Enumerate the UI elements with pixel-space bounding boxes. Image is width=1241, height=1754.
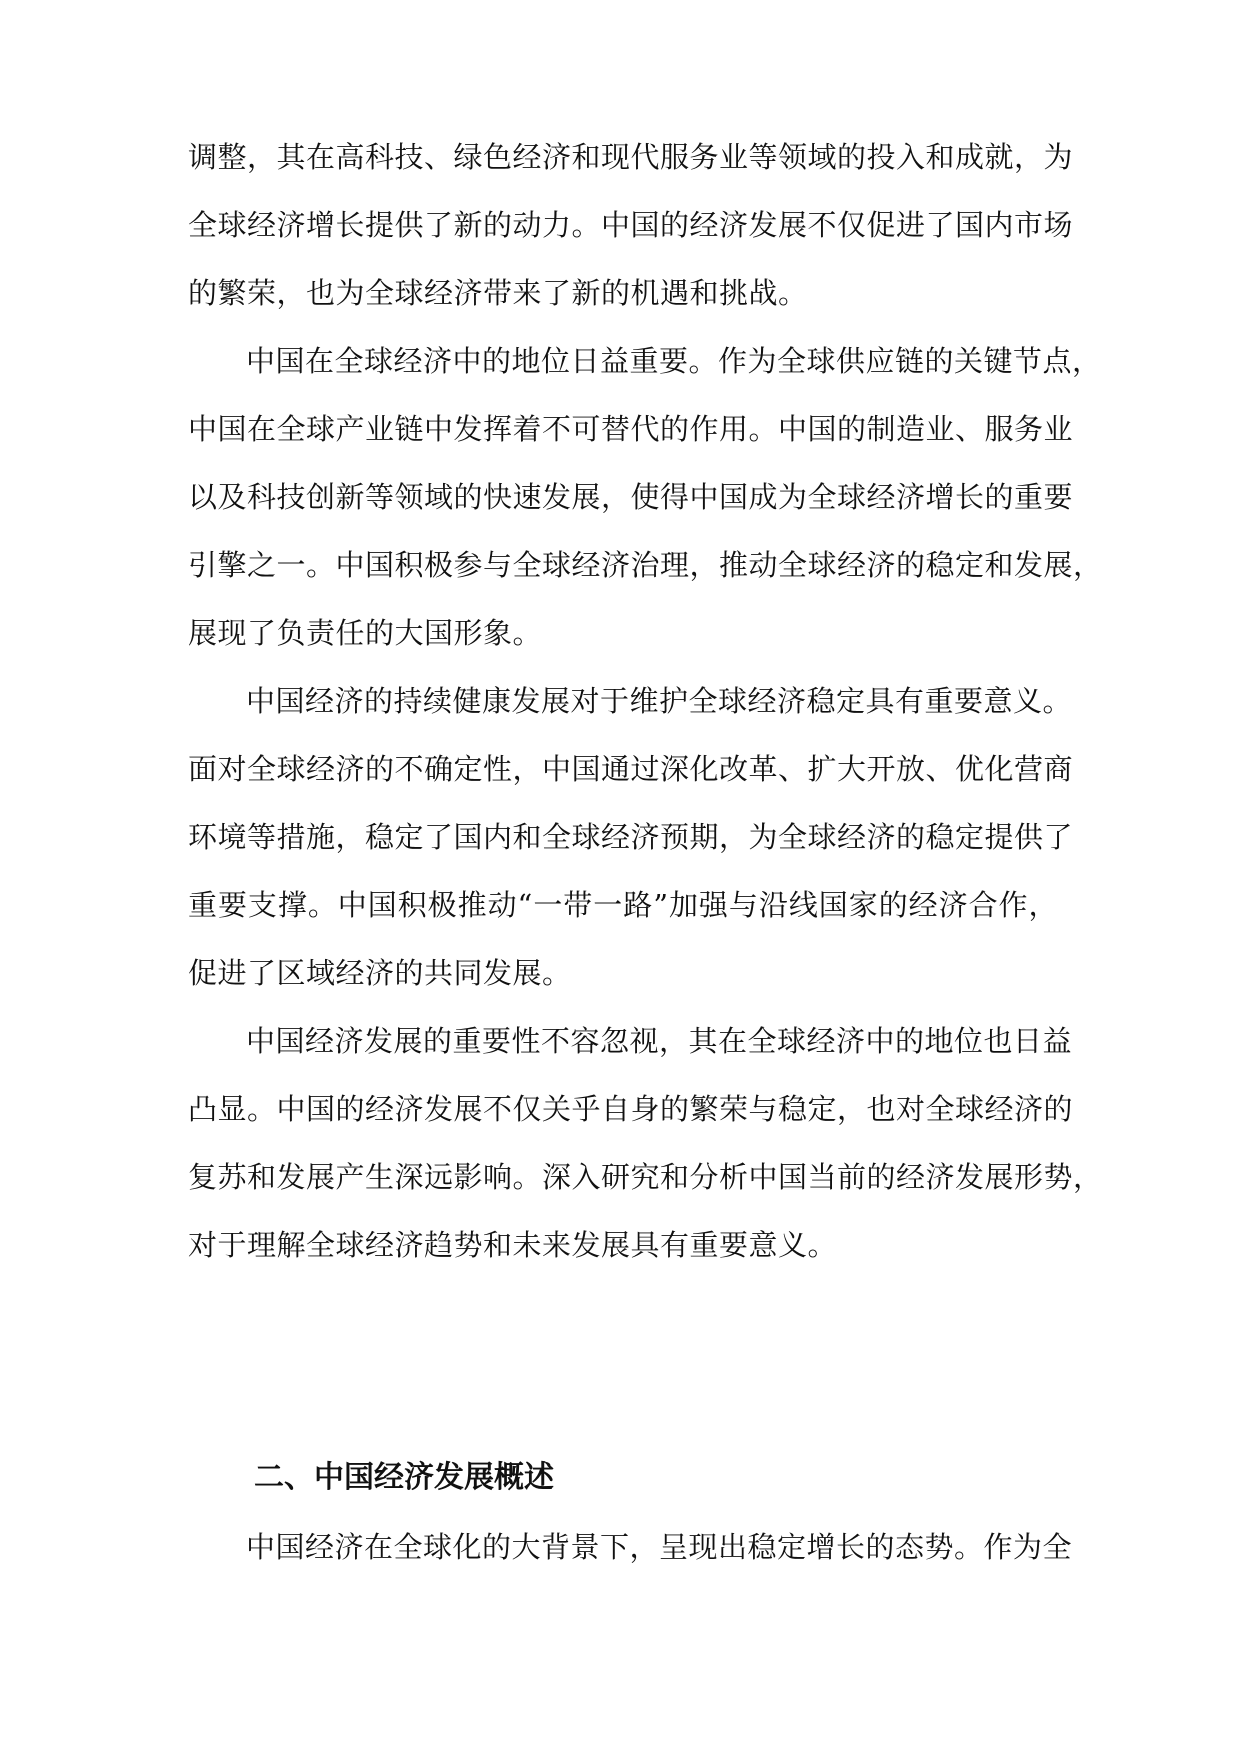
paragraph-line: 中国经济发展的重要性不容忽视，其在全球经济中的地位也日益 (246, 1024, 1073, 1058)
paragraph-line: 展现了负责任的大国形象。 (188, 616, 543, 650)
section-heading: 二、中国经济发展概述 (254, 1460, 554, 1495)
paragraph-line: 对于理解全球经济趋势和未来发展具有重要意义。 (188, 1228, 838, 1262)
paragraph-line: 以及科技创新等领域的快速发展，使得中国成为全球经济增长的重要 (188, 480, 1074, 514)
paragraph-line: 促进了区域经济的共同发展。 (188, 956, 572, 990)
paragraph-line: 中国在全球产业链中发挥着不可替代的作用。中国的制造业、服务业 (188, 412, 1074, 446)
paragraph-line: 全球经济增长提供了新的动力。中国的经济发展不仅促进了国内市场 (188, 208, 1074, 242)
paragraph-line: 面对全球经济的不确定性，中国通过深化改革、扩大开放、优化营商 (188, 752, 1074, 786)
paragraph-line: 环境等措施，稳定了国内和全球经济预期，为全球经济的稳定提供了 (188, 820, 1074, 854)
paragraph-line: 中国经济在全球化的大背景下，呈现出稳定增长的态势。作为全 (246, 1530, 1073, 1564)
paragraph-line: 调整，其在高科技、绿色经济和现代服务业等领域的投入和成就，为 (188, 140, 1074, 174)
paragraph-line: 的繁荣，也为全球经济带来了新的机遇和挑战。 (188, 276, 808, 310)
paragraph-line: 凸显。中国的经济发展不仅关乎自身的繁荣与稳定，也对全球经济的 (188, 1092, 1074, 1126)
paragraph-line: 复苏和发展产生深远影响。深入研究和分析中国当前的经济发展形势， (188, 1160, 1103, 1194)
paragraph-line: 重要支撑。中国积极推动“一带一路”加强与沿线国家的经济合作， (188, 888, 1058, 922)
paragraph-line: 中国经济的持续健康发展对于维护全球经济稳定具有重要意义。 (246, 684, 1073, 718)
paragraph-line: 中国在全球经济中的地位日益重要。作为全球供应链的关键节点， (246, 344, 1102, 378)
paragraph-line: 引擎之一。中国积极参与全球经济治理，推动全球经济的稳定和发展， (188, 548, 1103, 582)
